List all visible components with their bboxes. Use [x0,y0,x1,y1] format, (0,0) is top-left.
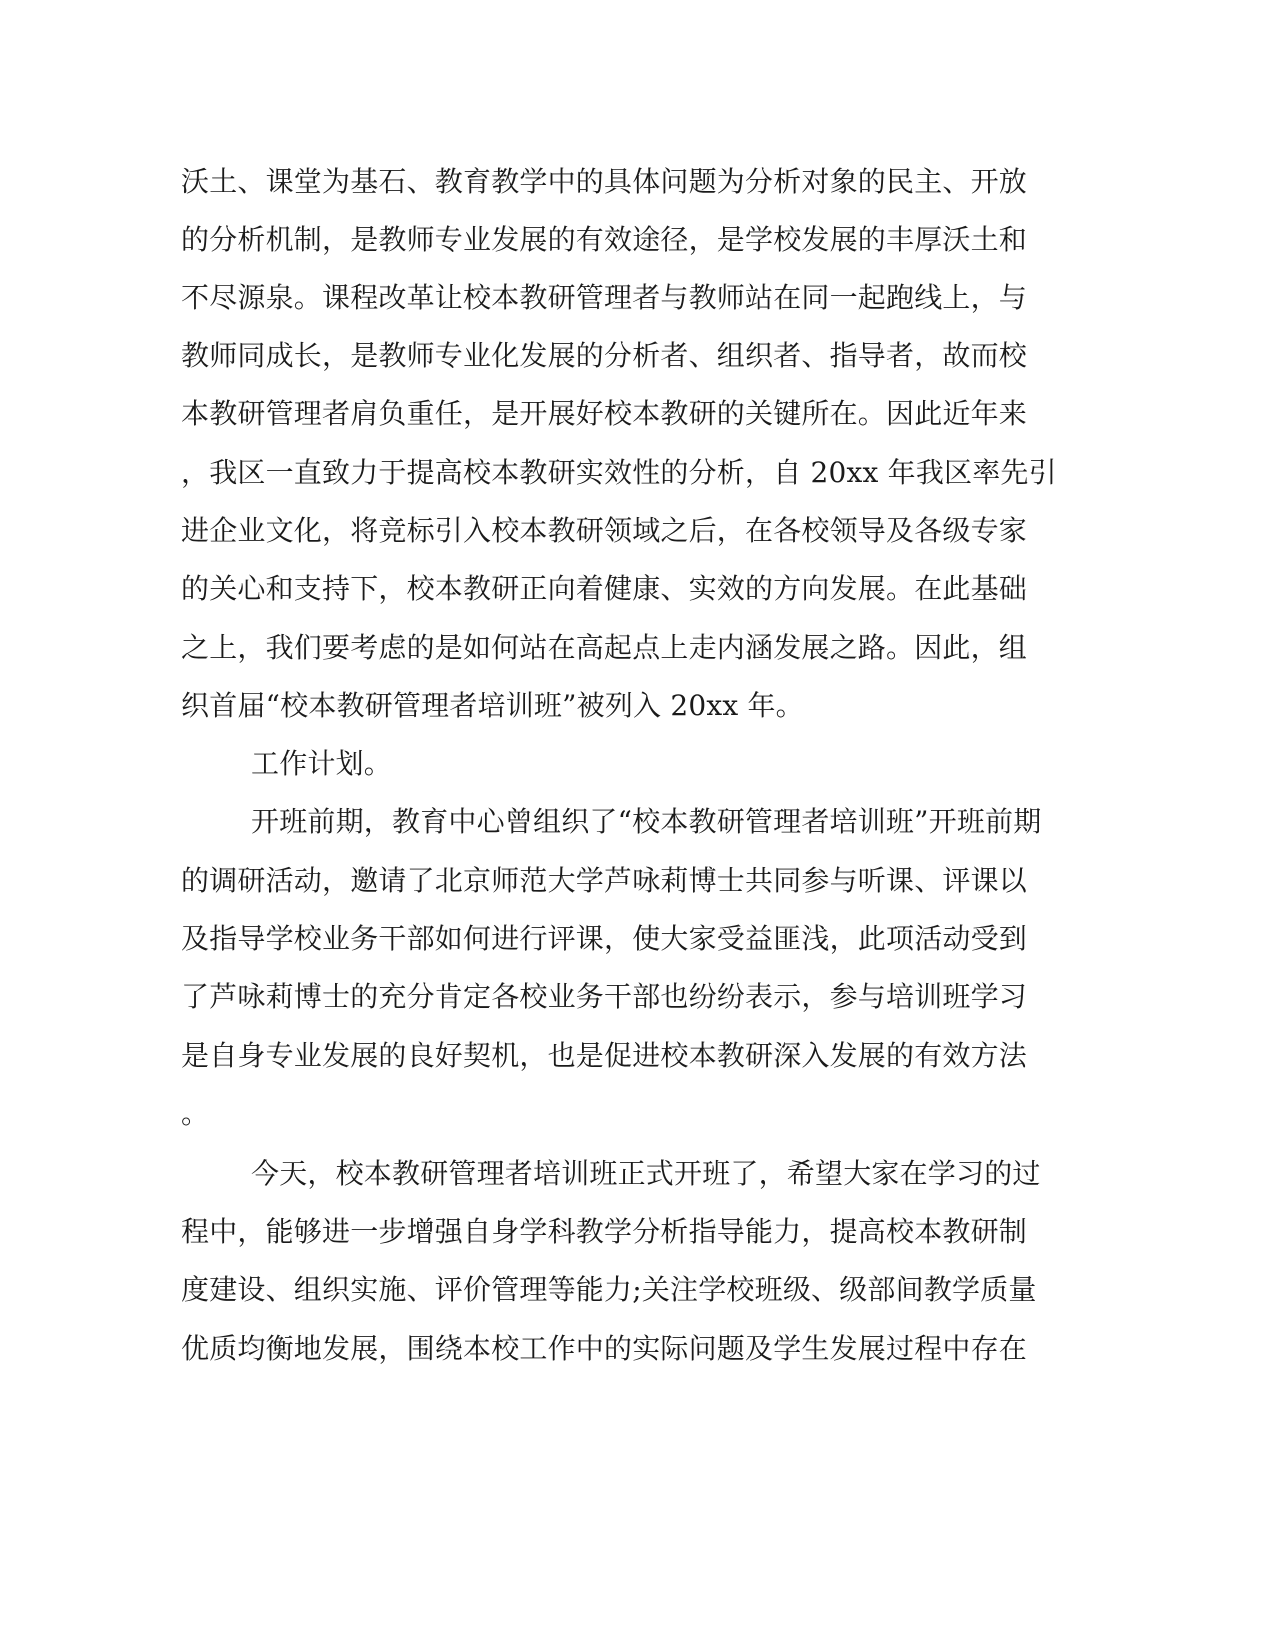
text-line: 进企业文化，将竞标引入校本教研领域之后，在各校领导及各级专家 [181,514,1028,547]
section-heading: 工作计划。 [251,747,393,780]
text-line: 优质均衡地发展，围绕本校工作中的实际问题及学生发展过程中存在 [181,1332,1028,1365]
text-line: 及指导学校业务干部如何进行评课，使大家受益匪浅，此项活动受到 [181,922,1028,955]
text-line: ，我区一直致力于提高校本教研实效性的分析，自 20xx 年我区率先引 [181,456,1057,489]
text-line: 沃土、课堂为基石、教育教学中的具体问题为分析对象的民主、开放 [181,165,1028,198]
text-line: 本教研管理者肩负重任，是开展好校本教研的关键所在。因此近年来 [181,397,1028,430]
text-line: 不尽源泉。课程改革让校本教研管理者与教师站在同一起跑线上，与 [181,281,1028,314]
text-line: 教师同成长，是教师专业化发展的分析者、组织者、指导者，故而校 [181,339,1028,372]
text-line: 的分析机制，是教师专业发展的有效途径，是学校发展的丰厚沃土和 [181,223,1028,256]
text-line: 织首届“校本教研管理者培训班”被列入 20xx 年。 [181,689,804,722]
text-line: 了芦咏莉博士的充分肯定各校业务干部也纷纷表示，参与培训班学习 [181,980,1028,1013]
text-line: 。 [181,1097,210,1130]
text-line: 度建设、组织实施、评价管理等能力;关注学校班级、级部间教学质量 [181,1273,1037,1306]
text-line: 的关心和支持下，校本教研正向着健康、实效的方向发展。在此基础 [181,572,1028,605]
text-line: 之上，我们要考虑的是如何站在高起点上走内涵发展之路。因此，组 [181,631,1028,664]
text-line: 是自身专业发展的良好契机，也是促进校本教研深入发展的有效方法 [181,1039,1028,1072]
text-line: 的调研活动，邀请了北京师范大学芦咏莉博士共同参与听课、评课以 [181,864,1028,897]
text-line: 开班前期，教育中心曾组织了“校本教研管理者培训班”开班前期 [251,805,1042,838]
text-line: 程中，能够进一步增强自身学科教学分析指导能力，提高校本教研制 [181,1215,1028,1248]
text-line: 今天，校本教研管理者培训班正式开班了，希望大家在学习的过 [251,1157,1041,1190]
